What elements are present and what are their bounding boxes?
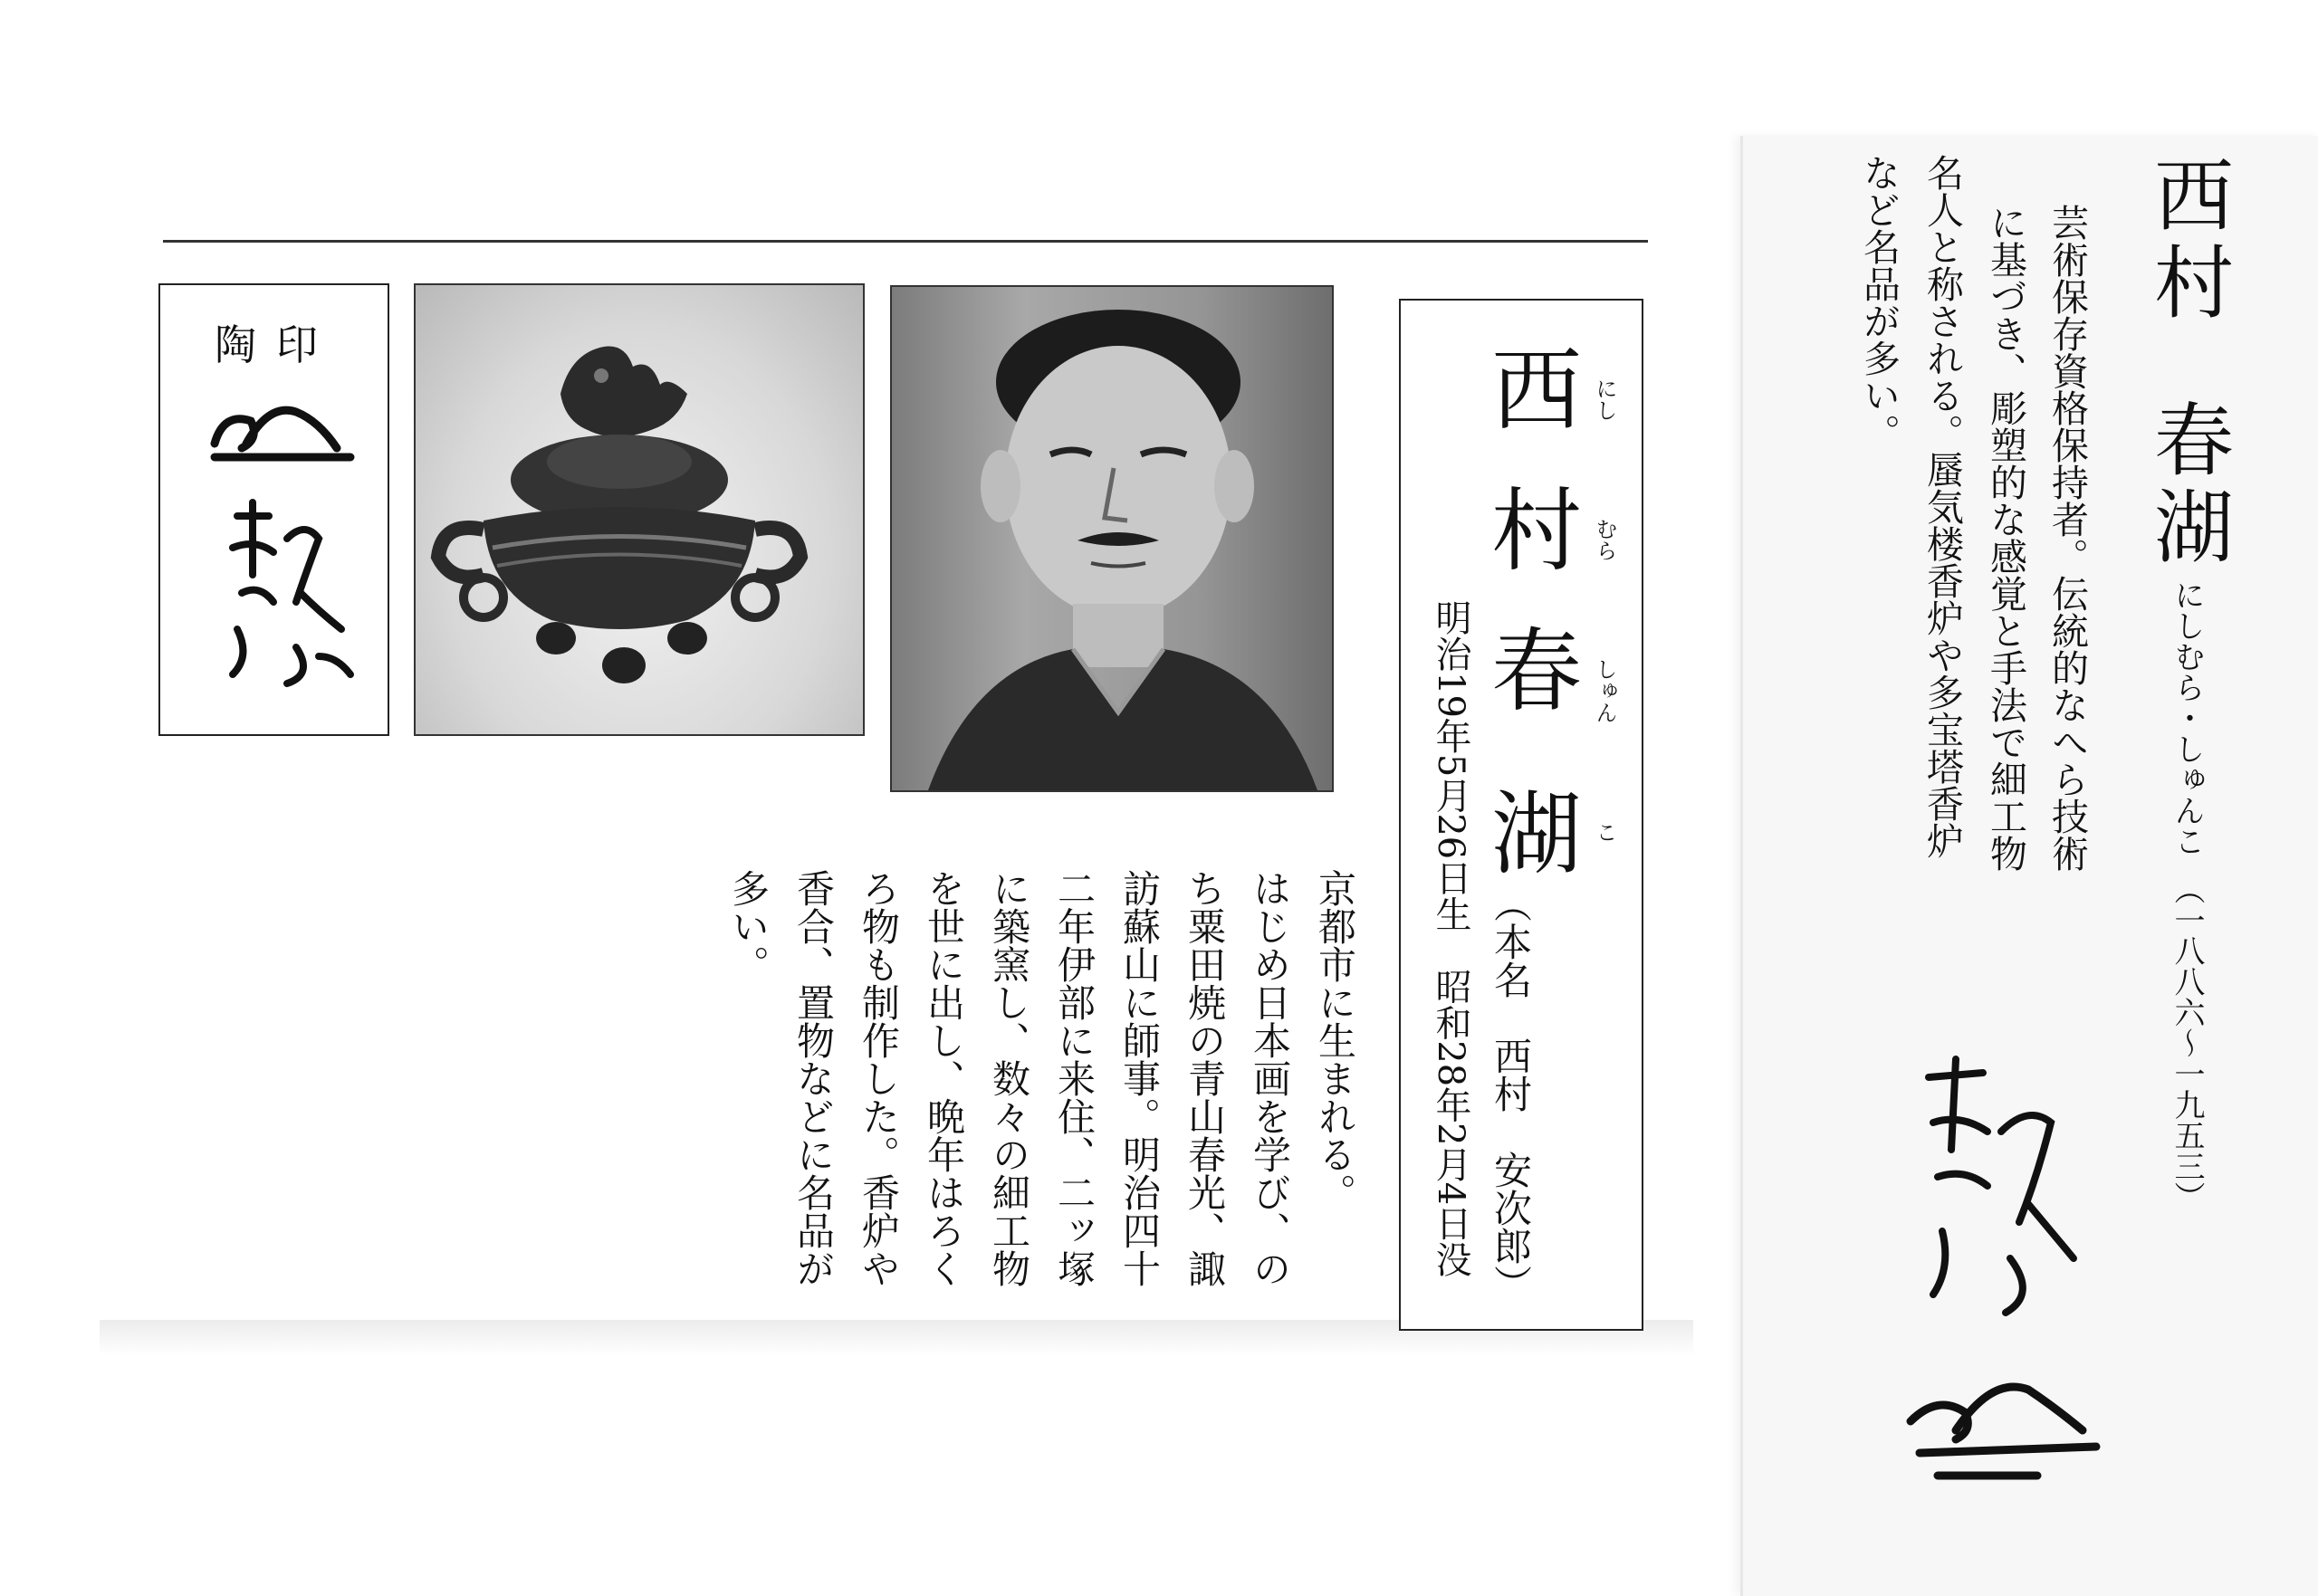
bio-line-2: はじめ日本画を学び、の [1248, 869, 1292, 1287]
signature-icon [1901, 1050, 2101, 1593]
furigana-2: むら [1592, 518, 1617, 561]
censer-photo [414, 283, 865, 736]
body-line-2: に基づき、彫塑的な感覚と手法で細工物 [1984, 204, 2027, 872]
bio-line-7: を世に出し、晩年はろく [922, 869, 966, 1287]
seal-label: 陶印 [215, 320, 338, 369]
furigana-3: しゅん [1592, 658, 1617, 723]
bio-line-9: 香合、置物などに名品が [791, 869, 836, 1287]
furigana-4: こ [1592, 821, 1617, 843]
seal-icon [160, 358, 387, 738]
birth-death-dates: 明治19年5月26日生 昭和28年2月4日没 [1430, 599, 1471, 1278]
body-line-4: など名品が多い。 [1857, 154, 1901, 451]
name-char-1: 西 [1491, 338, 1582, 444]
name-box [1399, 299, 1643, 1331]
biography [706, 869, 1357, 1340]
name-char-2: 村 [1491, 478, 1582, 584]
artist-given-name: 春湖 [2141, 398, 2235, 572]
body-line-3: 名人と称される。蜃気楼香炉や多宝塔香炉 [1920, 154, 1964, 859]
artist-surname: 西村 [2141, 154, 2235, 328]
portrait-image [892, 287, 1332, 790]
bio-line-4: 訪蘇山に師事。明治四十 [1117, 869, 1162, 1287]
bio-line-10: 多い。 [726, 869, 771, 983]
seal-box [158, 283, 389, 736]
censer-image [416, 285, 863, 734]
bio-line-3: ち粟田焼の青山春光、諏 [1183, 869, 1227, 1287]
bio-line-6: に築窯し、数々の細工物 [987, 869, 1031, 1287]
body-line-1: 芸術保存資格保持者。伝統的なへら技術 [2045, 204, 2089, 872]
name-char-4: 湖 [1491, 781, 1582, 887]
artist-reading: にしむら・しゅんこ [2169, 579, 2205, 856]
bio-line-8: ろ物も制作した。香炉や [857, 869, 901, 1287]
bio-line-1: 京都市に生まれる。 [1313, 869, 1357, 1211]
bio-line-5: 二年伊部に来住、二ッ塚 [1052, 869, 1097, 1287]
real-name: （本名 西村 安次郎） [1489, 884, 1533, 1303]
furigana-1: にし [1592, 377, 1617, 421]
artist-lifespan: （一八八六～一九五三） [2169, 874, 2205, 1212]
top-rule [163, 240, 1648, 243]
name-char-3: 春 [1491, 618, 1582, 724]
portrait-photo [890, 285, 1334, 792]
